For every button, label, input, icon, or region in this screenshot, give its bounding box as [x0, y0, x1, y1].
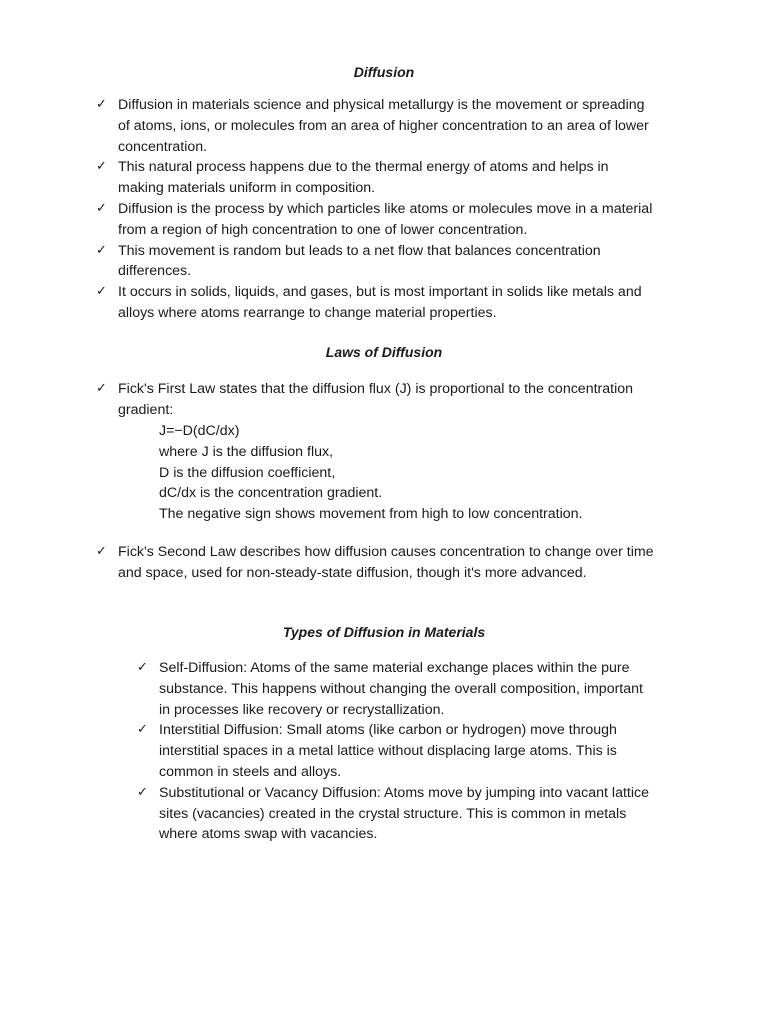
list-item	[96, 542, 656, 584]
bullet-text: Self-Diffusion: Atoms of the same material exchange places within the pure substance. This happens without changing the overall composition, important in processes like recovery or recrystallization.	[159, 660, 643, 718]
list-item	[96, 199, 656, 241]
checkmark-icon: ✓	[96, 159, 107, 175]
section-title-diffusion: Diffusion	[353, 64, 415, 80]
checkmark-icon: ✓	[137, 784, 148, 800]
list-item	[96, 241, 656, 283]
checkmark-icon: ✓	[96, 544, 107, 559]
list-item	[137, 720, 655, 782]
checkmark-icon: ✓	[137, 660, 148, 675]
bullet-text: Substitutional or Vacancy Diffusion: Atoms move by jumping into vacant lattice sites (vacancies) created in the crystal structure. This is common in metals where atoms swap with vacancies.	[159, 784, 649, 843]
formula-line: The negative sign shows movement from high to low concentration.	[159, 506, 583, 523]
checkmark-icon: ✓	[137, 722, 148, 738]
checkmark-icon: ✓	[96, 242, 107, 258]
formula-line: D is the diffusion coefficient,	[159, 464, 336, 481]
second-law-text: Fick's Second Law describes how diffusion causes concentration to change over time and space, used for non-steady-state diffusion, though it's more advanced.	[118, 544, 654, 581]
bullet-text: This movement is random but leads to a net flow that balances concentration differences.	[118, 242, 601, 280]
list-item	[96, 95, 656, 157]
formula-line: where J is the diffusion flux,	[159, 443, 334, 460]
formula-equation: J=−D(dC/dx)	[159, 423, 240, 439]
bullet-text: This natural process happens due to the thermal energy of atoms and helps in making materials uniform in composition.	[118, 159, 609, 197]
bullet-text: Interstitial Diffusion: Small atoms (like carbon or hydrogen) move through interstitial spaces in a metal lattice without displacing large atoms. This is common in steels and alloys.	[159, 722, 617, 780]
first-law-text: Fick's First Law states that the diffusion flux (J) is proportional to the concentration gradient:	[118, 381, 634, 418]
first-law-formula-block	[159, 421, 582, 525]
checkmark-icon: ✓	[96, 200, 107, 216]
second-law-list	[96, 542, 656, 584]
bullet-text: Diffusion in materials science and physical metallurgy is the movement or spreading of atoms, ions, or molecules from an area of higher concentration to an area of lower concentration.	[118, 97, 649, 155]
section-title-laws-of-diffusion: Laws of Diffusion	[325, 344, 443, 360]
list-item	[96, 379, 656, 421]
formula-line: dC/dx is the concentration gradient.	[159, 485, 383, 502]
list-item	[137, 783, 655, 845]
types-bullet-list	[137, 658, 655, 845]
list-item	[96, 157, 656, 199]
checkmark-icon: ✓	[96, 381, 107, 396]
checkmark-icon: ✓	[96, 97, 107, 112]
bullet-text: It occurs in solids, liquids, and gases, but is most important in solids like metals and alloys where atoms rearrange to change material properties.	[118, 284, 642, 321]
checkmark-icon: ✓	[96, 284, 107, 300]
list-item	[96, 282, 656, 324]
bullet-text: Diffusion is the process by which particles like atoms or molecules move in a material from a region of high concentration to one of lower concentration.	[118, 200, 653, 238]
diffusion-bullet-list	[96, 95, 656, 324]
section-title-types-of-diffusion: Types of Diffusion in Materials	[282, 624, 486, 640]
list-item	[137, 658, 655, 720]
first-law-list	[96, 379, 656, 421]
